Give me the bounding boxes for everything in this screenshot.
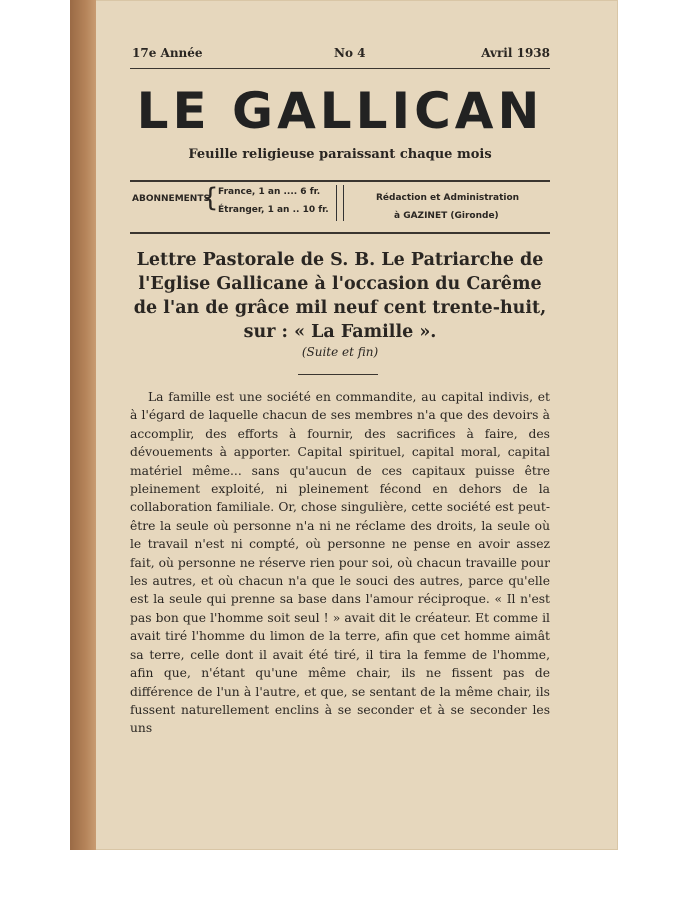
- issue-date: Avril 1938: [481, 46, 550, 60]
- price-france: France, 1 an .... 6 fr.: [218, 187, 321, 197]
- brace-glyph: {: [202, 183, 219, 213]
- article-subtitle: (Suite et fin): [301, 345, 379, 359]
- price-abroad: Étranger, 1 an .. 10 fr.: [218, 205, 329, 215]
- article-title: Lettre Pastorale de S. B. Le Patriarche de l'Eglise Gallicane à l'occasion du Carême de l'an de grâce mil neuf cent trente-huit, sur : « La Famille ».: [133, 250, 547, 342]
- box-bottom-rule: [130, 232, 550, 234]
- year-label: 17e Année: [132, 46, 203, 60]
- subscription-box: [130, 181, 550, 231]
- redaction-address: à GAZINET (Gironde): [394, 211, 499, 221]
- masthead-subtitle: Feuille religieuse paraissant chaque mois: [188, 147, 492, 162]
- article-body: La famille est une société en commandite, au capital indivis, et à l'égard de laquelle chacun de ses membres n'a que des devoirs à accomplir, des efforts à fournir, des sacrifices à faire, des dévouements à apporter. Capital spirituel, capital moral, capital matériel même... sans qu'aucun de ces capitaux puisse être pleinement exploité, ni pleinement fécond en dehors de la collaboration familiale. Or, chose singulière, cette société est peut-être la seule où personne n'a ni ne réclame des droits, la seule où le travail n'est ni compté, où personne ne pense en avoir assez fait, où personne ne réserve rien pour soi, où chacun travaille pour les autres, et où chacun n'a que le souci des autres, parce qu'elle est la seule qui prenne sa base dans l'amour réciproque. « Il n'est pas bon que l'homme soit seul ! » avait dit le créateur. Et comme il avait tiré l'homme du limon de la terre, afin que cet homme aimât sa terre, celle dont il avait été tiré, il tira la femme de l'homme, afin que, n'étant qu'une même chair, ils ne fissent pas de différence de l'un à l'autre, et que, se sentant de la même chair, ils fussent naturellement enclins à se seconder et à se seconder les uns: [130, 390, 550, 736]
- title-separator: [298, 374, 378, 375]
- header-rule: [130, 68, 550, 69]
- redaction-label: Rédaction et Administration: [376, 193, 520, 203]
- subscriptions-label: ABONNEMENTS: [132, 194, 210, 204]
- box-divider: [336, 185, 344, 221]
- binding-spine: [70, 0, 96, 850]
- issue-number: No 4: [334, 46, 366, 60]
- masthead-title: LE GALLICAN: [136, 82, 544, 140]
